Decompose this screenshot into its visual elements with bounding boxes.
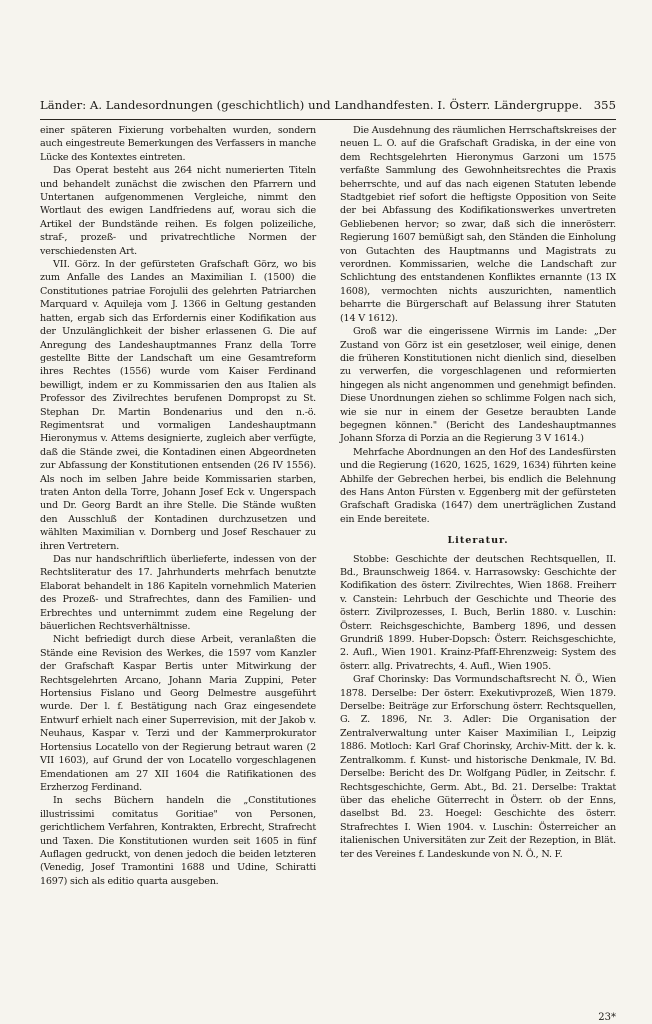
paragraph: Das Operat besteht aus 264 nicht numerierten Titeln und behandelt zunächst die zwischen den Pfarrern und Untertanen aufgenommenen Vergleiche, nimmt den Wortlaut des ewigen Landfriedens auf, worau sich die Artikel der Bundstände reihen. Es folgen polizeiliche, straf-, prozeß- und privatrechtliche Normen der verschiedensten Art. [40,165,316,257]
page-number: 355 [593,98,616,112]
paragraph: In sechs Büchern handeln die „Constitutiones illustrissimi comitatus Goritiae" von Personen, gerichtlichem Verfahren, Kontrakten, Erbrecht, Strafrecht und Taxen. Die Konstitutionen wurden seit 1605 in fünf Auflagen gedruckt, von denen jedoch die beiden letzteren (Venedig, Josef Tramontini 1688 und Udine, Schiratti 1697) sich als editio quarta ausgeben. [40,795,316,887]
literature-entry: Graf Chorinsky: Das Vormundschaftsrecht N. Ö., Wien 1878. Derselbe: Der österr. Exekutivprozeß, Wien 1879. Derselbe: Beiträge zur Erforschung österr. Rechtsquellen, G. Z. 1896, Nr. 3. Adler: Die Organisation der Zentralverwaltung unter Kaiser Maximilian I., Leipzig 1886. Motloch: Karl Graf Chorinsky, Archiv-Mitt. der k. k. Zentralkomm. f. Kunst- und historische Denkmale, IV. Bd. Derselbe: Bericht des Dr. Wolfgang Püdler, in Zeitschr. f. Rechtsgeschichte, Germ. Abt., Bd. 21. Derselbe: Traktat über das eheliche Güterrecht in Österr. ob der Enns, daselbst Bd. 23. Hoegel: Geschichte des österr. Strafrechtes I. Wien 1904. v. Luschin: Österreicher an italienischen Universitäten zur Zeit der Rezeption, in Blät. ter des Vereines f. Landeskunde von N. Ö., N. F. [340,674,616,860]
signature-mark: 23* [598,1012,616,1023]
paragraph: einer späteren Fixierung vorbehalten wurden, sondern auch eingestreute Bemerkungen des Verfassers in manche Lücke des Kontextes eintreten. [40,125,316,163]
paragraph: Nicht befriedigt durch diese Arbeit, veranlaßten die Stände eine Revision des Werkes, die 1597 vom Kanzler der Grafschaft Kaspar Bertis unter Mitwirkung der Rechtsgelehrten Arcano, Johann Maria Zuppini, Peter Hortensius Fislano und Georg Delmestre ausgeführt wurde. Der l. f. Bestätigung nach Graz eingesendete Entwurf erhielt nach einer Superrevision, mit der Jakob v. Neuhaus, Kaspar v. Terzi und der Kammerprokurator Hortensius Locatello von der Regierung betraut waren (2 VII 1603), auf Grund der von Locatello vorgeschlagenen Emendationen am 27 XII 1604 die Ratifikationen des Erzherzog Ferdinand. [40,634,316,793]
paragraph: Das nur handschriftlich überlieferte, indessen von der Rechtsliteratur des 17. Jahrhunderts mehrfach benutzte Elaborat behandelt in 186 Kapiteln vornehmlich Materien des Prozeß- und Strafrechtes, dann des Familien- und Erbrechtes und unternimmt zudem eine Regelung der bäuerlichen Rechtsverhältnisse. [40,554,316,633]
right-column [340,124,616,861]
literature-entry: Stobbe: Geschichte der deutschen Rechtsquellen, II. Bd., Braunschweig 1864. v. Harrasowsky: Geschichte der Kodifikation des österr. Zivilrechtes, Wien 1868. Freiherr v. Canstein: Lehrbuch der Geschichte und Theorie des österr. Zivilprozesses, I. Buch, Berlin 1880. v. Luschin: Österr. Reichsgeschichte, Bamberg 1896, und dessen Grundriß 1899. Huber-Dopsch: Österr. Reichsgeschichte, 2. Aufl., Wien 1901. Krainz-Pfaff-Ehrenzweig: System des österr. allg. Privatrechts, 4. Aufl., Wien 1905. [340,553,616,672]
header-divider [40,119,616,120]
literature-heading: Literatur. [447,535,509,547]
header-title: Länder: A. Landesordnungen (geschichtlich) und Landhandfesten. I. Österr. Ländergruppe. [40,98,583,112]
running-header [40,98,616,112]
left-column [40,124,316,888]
paragraph: Groß war die eingerissene Wirrnis im Lande: „Der Zustand von Görz ist ein gesetzloser, weil einige, denen die früheren Konstitutionen nicht dienlich sind, dieselben zu verwerfen, die vorgeschlagenen und reformierten hingegen als nicht angenommen und genehmigt befinden. Diese Unordnungen ziehen so schlimme Folgen nach sich, wie sie nur in einem der Gesetze beraubten Lande begegnen können." (Bericht des Landeshauptmannes Johann Sforza di Porzia an die Regierung 3 V 1614.) [340,326,616,445]
paragraph: Die Ausdehnung des räumlichen Herrschaftskreises der neuen L. O. auf die Grafschaft Gradiska, in der eine von dem Rechtsgelehrten Hieronymus Garzoni um 1575 verfaßte Sammlung des Gewohnheitsrechtes die Praxis beherrschte, und auf das nach eigenen Statuten lebende Stadtgebiet rief sofort die heftigste Opposition von Seite der bei Abfassung des Kodifikationswerkes unvertreten Gebliebenen hervor; so zwar, daß sich die innerösterr. Regierung 1607 bemüßigt sah, den Ständen die Einholung von Gutachten des Hauptmanns und Magistrats zu verordnen. Kommissarien, welche die Landschaft zur Schlichtung des entstandenen Konfliktes ernannte (13 IX 1608), vermochten nichts auszurichten, namentlich beharrte die Bürgerschaft auf Belassung ihrer Statuten (14 V 1612). [340,125,616,324]
paragraph: Mehrfache Abordnungen an den Hof des Landesfürsten und die Regierung (1620, 1625, 1629, 1634) führten keine Abhilfe der Gebrechen herbei, bis endlich die Belehnung des Hans Anton Fürsten v. Eggenberg mit der gefürsteten Grafschaft Gradiska (1647) dem unerträglichen Zustand ein Ende bereitete. [340,446,616,525]
paragraph: VII. Görz. In der gefürsteten Grafschaft Görz, wo bis zum Anfalle des Landes an Maximilian I. (1500) die Constitutiones patriae Forojulii des gelehrten Patriarchen Marquard v. Aquileja vom J. 1366 in Geltung gestanden hatten, ergab sich das Erfordernis einer Kodifikation aus der Unzulänglichkeit der bisher erlassenen G. Die auf Anregung des Landeshauptmannes Franz della Torre gestellte Bitte der Landschaft um eine Gesamtreform ihres Rechtes (1556) wurde vom Kaiser Ferdinand bewilligt, indem er zu Kommissarien den aus Italien als Professor des Zivilrechtes berufenen Dompropst zu St. Stephan Dr. Martin Bondenarius und den n.-ö. Regimentsrat und vormaligen Landeshauptmann Hieronymus v. Attems designierte, zugleich aber verfügte, daß die Stände zwei, die Kontadinen einen Abgeordneten zur Abfassung der Konstitutionen entsenden (26 IV 1556). Als noch im selben Jahre beide Kommissarien starben, traten Anton della Torre, Johann Josef Eck v. Ungerspach und Dr. Georg Bardt an ihre Stelle. Die Stände wußten den Ausschluß der Kontadinen durchzusetzen und wählten Maximilian v. Dornberg und Josef Reschauer zu ihren Vertretern. [40,259,316,552]
